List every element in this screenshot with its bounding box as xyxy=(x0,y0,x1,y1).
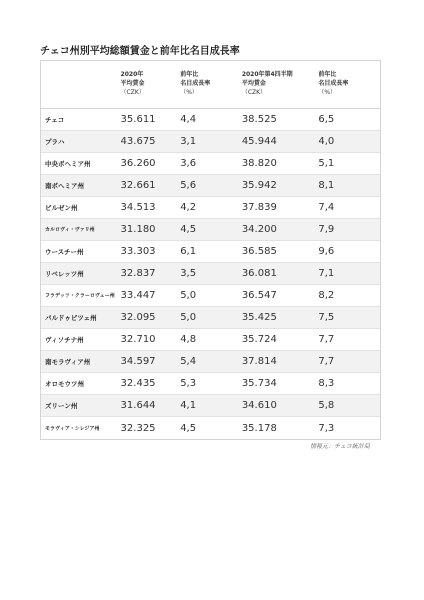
wage-2020: 43.675 xyxy=(120,136,156,147)
growth-q4: 7,4 xyxy=(318,202,335,213)
wage-2020: 33.303 xyxy=(120,246,156,257)
wage-q4: 35.942 xyxy=(241,180,277,191)
region-name: 南モラヴィア州 xyxy=(45,358,91,366)
table-row xyxy=(41,395,380,417)
region-name: プラハ xyxy=(45,138,65,146)
wage-q4: 38.525 xyxy=(241,114,277,125)
wage-2020: 33.447 xyxy=(120,290,156,301)
header-2020-wage xyxy=(121,70,181,97)
growth-q4: 5,1 xyxy=(318,158,335,169)
growth-2020: 5,6 xyxy=(180,180,197,191)
growth-2020: 4,4 xyxy=(180,114,197,125)
growth-2020: 5,0 xyxy=(180,312,197,323)
region-name: オロモウツ州 xyxy=(45,380,84,388)
header-line: （%） xyxy=(180,89,198,96)
region-name: フラデッツ・クラーロヴェー州 xyxy=(45,293,115,299)
table-row xyxy=(41,373,380,395)
header-line: 前年比 xyxy=(180,71,199,78)
region-name: ピルゼン州 xyxy=(45,204,78,212)
growth-2020: 4,5 xyxy=(180,224,197,235)
growth-q4: 7,7 xyxy=(318,334,335,345)
wage-q4: 35.724 xyxy=(241,334,277,345)
growth-q4: 8,1 xyxy=(318,180,335,191)
growth-q4: 6,5 xyxy=(318,114,335,125)
wage-q4: 37.839 xyxy=(241,202,277,213)
wage-2020: 32.710 xyxy=(120,334,156,345)
table-row xyxy=(41,417,380,439)
table-row xyxy=(41,153,380,175)
growth-q4: 7,1 xyxy=(318,268,335,279)
region-name: ウースチー州 xyxy=(45,248,84,256)
growth-2020: 4,5 xyxy=(180,422,197,434)
wage-2020: 32.661 xyxy=(120,180,156,191)
growth-q4: 7,7 xyxy=(318,356,335,367)
wage-2020: 32.325 xyxy=(120,422,156,434)
table-row xyxy=(41,263,380,285)
growth-2020: 3,1 xyxy=(180,136,197,147)
header-line: 2020年第4四半期 xyxy=(241,71,293,78)
region-name: ヴィソチナ州 xyxy=(45,336,84,344)
wage-q4: 38.820 xyxy=(241,158,277,169)
growth-2020: 4,1 xyxy=(180,400,197,411)
growth-2020: 4,2 xyxy=(180,202,197,213)
wage-2020: 34.513 xyxy=(120,202,156,213)
header-line: 2020年 xyxy=(120,71,144,78)
region-name: チェコ xyxy=(45,116,65,124)
wage-q4: 34.200 xyxy=(241,224,277,235)
wage-2020: 32.837 xyxy=(120,268,156,279)
table-row xyxy=(41,285,380,307)
wage-q4: 35.425 xyxy=(241,312,277,323)
wage-2020: 36.260 xyxy=(120,158,156,169)
header-q4-growth xyxy=(318,70,380,97)
wage-2020: 31.180 xyxy=(120,224,156,235)
header-line: 前年比 xyxy=(318,71,337,78)
wage-2020: 34.597 xyxy=(120,356,156,367)
region-name: 南ボヘミア州 xyxy=(45,182,84,190)
header-line: （CZK） xyxy=(120,89,145,96)
growth-2020: 5,0 xyxy=(180,290,197,301)
growth-2020: 4,8 xyxy=(180,334,197,345)
header-line: 名目成長率 xyxy=(318,80,349,87)
table-row xyxy=(41,131,380,153)
region-name: カルロヴィ・ヴァリ州 xyxy=(45,227,95,233)
header-2020-growth xyxy=(180,70,242,97)
wage-q4: 36.585 xyxy=(241,246,277,257)
growth-2020: 3,5 xyxy=(180,268,197,279)
header-line: （CZK） xyxy=(241,89,267,96)
table-row xyxy=(41,307,380,329)
table-row xyxy=(41,219,380,241)
wage-2020: 32.095 xyxy=(120,312,156,323)
table-row xyxy=(41,109,380,131)
wage-table xyxy=(40,60,381,440)
source-note: 情報元：チェコ統計局 xyxy=(310,443,370,450)
region-name: リベレッツ州 xyxy=(45,270,84,278)
growth-q4: 7,3 xyxy=(318,422,335,434)
wage-2020: 31.644 xyxy=(120,400,156,411)
header-q4-wage xyxy=(242,70,319,97)
growth-q4: 9,6 xyxy=(318,246,335,257)
region-name: パルドゥビツェ州 xyxy=(45,314,97,322)
growth-q4: 7,5 xyxy=(318,312,335,323)
wage-q4: 35.734 xyxy=(241,378,277,389)
growth-q4: 5,8 xyxy=(318,400,335,411)
table-row xyxy=(41,197,380,219)
wage-q4: 34.610 xyxy=(241,400,277,411)
header-line: 平均賃金 xyxy=(241,80,266,87)
header-line: 平均賃金 xyxy=(120,80,145,87)
wage-2020: 32.435 xyxy=(120,378,156,389)
table-row xyxy=(41,175,380,197)
growth-2020: 5,3 xyxy=(180,378,197,389)
wage-2020: 35.611 xyxy=(120,114,156,125)
region-name: モラヴィア・シレジア州 xyxy=(45,425,100,432)
header-line: 名目成長率 xyxy=(180,80,211,87)
page-title: チェコ州別平均総額賃金と前年比名目成長率 xyxy=(40,46,240,57)
growth-2020: 5,4 xyxy=(180,356,197,367)
wage-q4: 45.944 xyxy=(241,136,277,147)
table-row xyxy=(41,241,380,263)
growth-q4: 7,9 xyxy=(318,224,335,235)
growth-q4: 8,3 xyxy=(318,378,335,389)
growth-q4: 4,0 xyxy=(318,136,335,147)
wage-q4: 35.178 xyxy=(241,422,277,434)
header-line: （%） xyxy=(318,89,337,96)
table-header xyxy=(41,61,380,109)
wage-q4: 36.081 xyxy=(241,268,277,279)
wage-q4: 37.814 xyxy=(241,356,277,367)
growth-2020: 3,6 xyxy=(180,158,197,169)
wage-q4: 36.547 xyxy=(241,290,277,301)
table-row xyxy=(41,329,380,351)
region-name: ズリーン州 xyxy=(45,402,78,410)
table-row xyxy=(41,351,380,373)
region-name: 中央ボヘミア州 xyxy=(45,160,91,168)
growth-q4: 8,2 xyxy=(318,290,335,301)
growth-2020: 6,1 xyxy=(180,246,197,257)
table-body xyxy=(41,109,380,439)
